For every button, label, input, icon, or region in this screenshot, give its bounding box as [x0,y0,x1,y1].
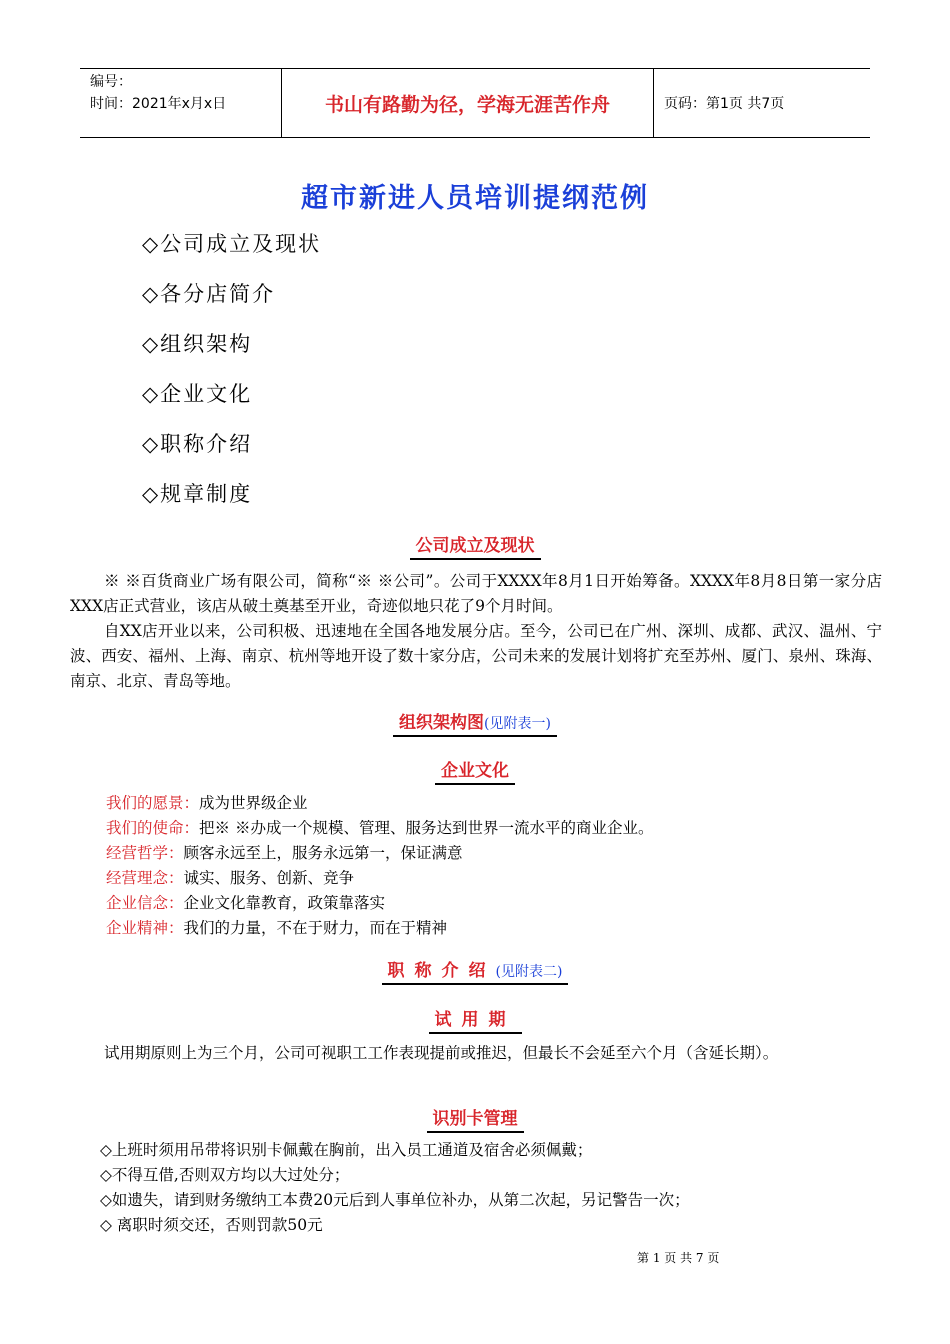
toc-item: ◇企业文化 [142,382,253,406]
probation-paragraph: 试用期原则上为三个月，公司可视职工工作表现提前或推迟，但最长不会延至六个月（含延长期）。 [104,1044,779,1062]
culture-label: 经营哲学： [106,844,184,862]
culture-label: 企业信念： [106,894,184,912]
toc-item: ◇规章制度 [142,482,253,506]
heading-text: 企业文化 [435,756,515,785]
company-paragraph-2: 自XX店开业以来，公司积极、迅速地在全国各地发展分店。至今，公司已在广州、深圳、成都、武汉、温州、宁波、西安、福州、上海、南京、杭州等地开设了数十家分店，公司未来的发展计划将扩充至苏州、厦门、泉州、珠海、南京、北京、青岛等地。 [70,622,882,690]
list-item: ◇上班时须用吊带将识别卡佩戴在胸前，出入员工通道及宿舍必须佩戴； [100,1141,593,1159]
heading-text: 识别卡管理 [427,1104,524,1133]
header-motto: 书山有路勤为径，学海无涯苦作舟 [282,69,654,137]
see-appendix-link[interactable]: (见附表一) [484,716,551,732]
toc-item: ◇职称介绍 [142,432,253,456]
culture-text: 企业文化靠教育，政策靠落实 [183,894,386,912]
list-item: ◇如遗失，请到财务缴纳工本费20元后到人事单位补办，从第二次起，另记警告一次； [100,1191,690,1209]
company-paragraph-block [70,569,882,694]
company-paragraph-1: ※ ※百货商业广场有限公司，简称“※ ※公司”。公司于XXXX年8月1日开始筹备。XXXX年8月8日第一家分店XXX店正式营业，该店从破土奠基至开业，奇迹似地只花了9个月时间。 [70,572,882,615]
culture-text: 成为世界级企业 [199,794,308,812]
heading-wrap [393,708,557,737]
culture-text: 诚实、服务、创新、竞争 [183,869,355,887]
heading-text: 职称介绍 [387,961,496,981]
header-table [80,68,870,138]
see-appendix-link[interactable]: (见附表二) [495,964,563,980]
culture-label: 企业精神： [106,919,184,937]
number-label: 编号： [90,74,132,90]
list-item: ◇ 离职时须交还，否则罚款50元 [100,1216,323,1234]
culture-item [106,816,653,841]
culture-list [106,791,653,941]
culture-item [106,916,653,941]
section-heading-culture [0,756,950,785]
heading-text: 试用期 [429,1005,522,1034]
culture-item [106,841,653,866]
section-heading-probation [0,1005,950,1034]
culture-label: 我们的愿景： [106,794,200,812]
toc-item: ◇组织架构 [142,332,253,356]
culture-label: 经营理念： [106,869,184,887]
culture-item [106,791,653,816]
time-label: 时间：2021年x月x日 [90,96,227,112]
list-item: ◇不得互借,否则双方均以大过处分； [100,1166,350,1184]
section-heading-org [0,708,950,737]
page-footer: 第 1 页 共 7 页 [637,1251,720,1265]
culture-item [106,866,653,891]
table-of-contents [142,228,321,528]
toc-item: ◇公司成立及现状 [142,232,322,256]
section-heading-titles [0,956,950,985]
culture-text: 顾客永远至上，服务永远第一，保证满意 [183,844,463,862]
heading-text: 公司成立及现状 [410,531,541,560]
section-heading-company [0,531,950,560]
header-left-cell [80,69,282,137]
page-title: 超市新进人员培训提纲范例 [301,183,649,214]
idcard-rules-list [100,1138,690,1238]
heading-wrap [382,956,569,985]
heading-text: 组织架构图 [399,713,485,733]
culture-text: 我们的力量，不在于财力，而在于精神 [183,919,448,937]
page-label: 页码：第1页 共7页 [664,96,785,112]
section-heading-idcard [0,1104,950,1133]
culture-item [106,891,653,916]
culture-text: 把※ ※办成一个规模、管理、服务达到世界一流水平的商业企业。 [199,819,654,837]
toc-item: ◇各分店简介 [142,282,276,306]
culture-label: 我们的使命： [106,819,200,837]
